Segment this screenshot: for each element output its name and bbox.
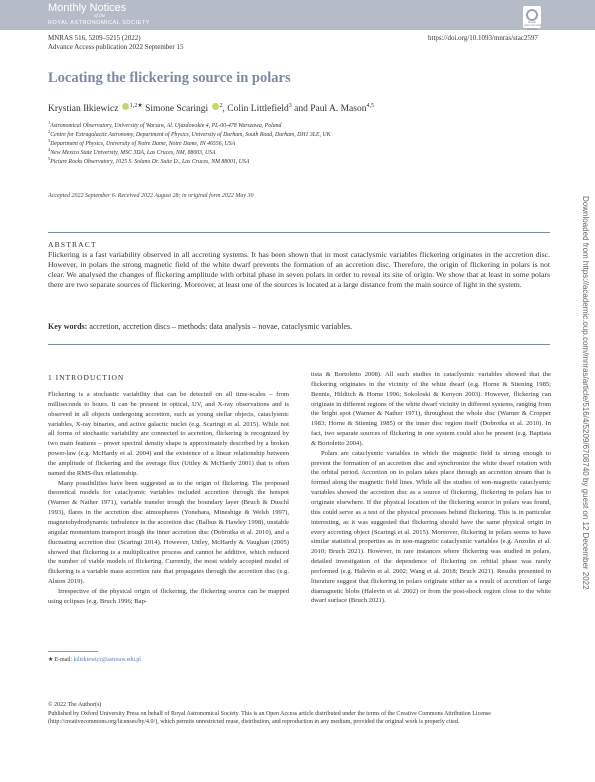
affiliation: $^3$Department of Physics, University of Notre Dame, Notre Dame, IN 46556, USA [48,138,236,147]
paragraph: Irrespective of the physical origin of flickering, the flickering source can be mapped using eclipses (e.g. Bruch 1996; Bap- [48,587,289,605]
right-column [311,370,551,606]
affiliation: $^1$Astronomical Observatory, University of Warsaw, Al. Ujazdowskie 4, PL-00-478 Warszawa, Poland [48,120,282,129]
doi-link[interactable]: https://doi.org/10.1093/mnras/stac2597 [428,34,538,42]
author-1-sup: 1,2★ [129,103,143,109]
author-3[interactable]: Colin Littlefield [227,104,289,115]
download-notice: Downloaded from https://academic.oup.com/mnras/article/516/4/5209/6708740 by guest on 12 December 2022 [581,196,590,590]
keywords-label: Key words: [48,322,88,331]
journal-title: Monthly Notices [48,2,127,14]
license-text: Published by Oxford University Press on behalf of Royal Astronomical Society. This is an Open Access article distributed under the terms of the Creative Commons Attribution License (http://creativecommons.org/licenses/by/4.0/), which permits unrestricted reuse, distribution, and reproduction in any medium, provided the original work is properly cited. [48,710,491,725]
author-3-sup: 3 [288,103,292,109]
email-link[interactable]: kiliekiewicz@astrouw.edu.pl [73,657,141,663]
keywords [48,322,550,331]
section-heading: 1 INTRODUCTION [48,373,125,382]
paragraph: Flickering is a stochastic variability that can be detected on all time-scales – from milliseconds to hours. It can be present in optical, UV, and X-ray observations and is observed in all objects undergoing accretion, such as young stellar objects, cataclysmic variables, X-ray binaries, and active galactic nuclei (e.g. Scaringi et al. 2015). While not all forms of stochastic variability are connected to accretion, flickering is recognized by two main features – power spectral density shape is approximately described by a broken power-law (e.g. McHardy et al. 2004) and the existence of a linear relationship between the amplitude of flickering and the average flux (Uttley & McHardy 2001) that is often named the RMS-flux relationship. [48,391,289,477]
abstract-rule-bottom [48,344,550,345]
abstract-text: Flickering is a fast variability observed in all accreting systems. It has been shown that in most cataclysmic variables flickering originates in the accretion disc. However, in polars the strong magnetic field of the white dwarf prevents the formation of an accretion disc. Therefore, the origin of flickering in polars is not clear. We analysed the changes of flickering amplitude with orbital phase in seven polars in order to reveal its site of origin. We show that at least in some polars there are two separate sources of flickering. Moreover, at least one of the sources is located at a large distance from the main source of light in the system. [48,250,550,289]
author-4[interactable]: and Paul A. Mason [294,104,367,115]
society-name: ROYAL ASTRONOMICAL SOCIETY [48,20,150,26]
society-badge-icon [523,6,542,31]
paper-title: Locating the flickering source in polars [48,70,291,86]
abstract-heading: ABSTRACT [48,240,97,249]
author-4-sup: 4,5 [366,103,374,109]
affiliation: $^4$New Mexico State University, MSC 3DA, Las Cruces, NM, 88003, USA [48,147,216,156]
author-list: Krystian Iłkiewicz $^{1,2★}$ Simone Scaringi $^2$, Colin Littlefield$^3$ and Paul A. Mason$^{4,5}$ [48,103,374,115]
affiliation: $^5$Picture Rocks Observatory, 1025 S. Solano Dr. Suite D., Las Cruces, NM 88001, USA [48,156,250,165]
paragraph: Polars are cataclysmic variables in which the magnetic field is strong enough to prevent the formation of an accretion disc and synchronize the white dwarf rotation with the orbital period. Accretion on to polars takes place through an accretion stream that is formed along the magnetic field lines. While all the studies of non-magnetic cataclysmic variables showed the accretion disc as a source of flickering, flickering in polars has to originate elsewhere. If the physical location of the flickering source in polars was found, this could serve as a test of the physical processes behind flickering. This is in particular interesting, as it was suggested that flickering should have the same physical origin in every accreting object (Scaringi et al. 2015). Moreover, flickering in polars seems to have similar statistical properties as in non-magnetic cataclysmic variables (e.g. Anzolin et al. 2010; Bruch 2021). However, in rare instances where flickering was studied in polars, detailed investigation of the dependence of flickering on orbital phase was rarely performed (e.g. Halevin et al. 2002; Wang et al. 2018; Bruch 2021). Results presented in literature suggest that flickering in polars originate either as a result of accretion of large diamagnetic blobs (Halevin et al. 2002) or from the post-shock region close to the white dwarf surface (Bruch 2021). [311,449,551,605]
keywords-text: accretion, accretion discs – methods: data analysis – novae, cataclysmic variables. [89,322,353,331]
journal-of: of the [94,14,106,19]
orcid-icon[interactable] [122,103,129,110]
author-1[interactable]: Krystian Iłkiewicz [48,104,119,115]
copyright-block [48,701,553,727]
paragraph: Many possibilities have been suggested as to the origin of flickering. The proposed theoretical models for cataclysmic variables included accretion through the hotspot (Warner & Nather 1971), variable transfer trough the boundary layer (Bruch & Duschl 1993), flares in the accretion disc atmospheres (Yonehara, Mineshige & Welsh 1997), magnetohydrodynamic turbulence in the accretion disc (Balbus & Hawley 1998), unstable angular momentum transport trough the inner accretion disc (Dobrotka et al. 2010), and a fluctuating accretion disc (Scaringi 2014). However, Uttley, McHardy & Vaughan (2005) showed that flickering is a multiplicative process and cannot be additive, which reduced the number of viable models of flickering. Currently, the most widely accepted model of flickering is a variable mass accretion rate that propagates through the accretion disc (e.g. Alston 2019). [48,479,289,586]
badge-text: Royal Astronomical Society [524,20,542,31]
abstract-rule-top [48,232,550,233]
left-column [48,390,289,607]
copyright-line: © 2022 The Author(s) [48,702,102,708]
corresponding-email: ★ E-mail: kiliekiewicz@astrouw.edu.pl [48,657,141,663]
paragraph: tista & Bortoletto 2008). All such studies in cataclysmic variables showed that the flickering originates in the vicinity of the white dwarf (e.g. Horne & Stiening 1985; Bennie, Hilditch & Horne 1996; Sokoloski & Kenyon 2003). However, flickering can originate in different regions of the white dwarf vicinity in different systems, ranging from the bright spot (Warner & Nather 1971), throughout the whole disc (Warner & Cropper 1983; Horne & Stiening 1985) or the inner disc region itself (Dobrotka et al. 2010). In fact, two separate sources of flickering in one system could also be present (e.g. Baptista & Bortoletto 2004). [311,371,551,447]
advance-access: Advance Access publication 2022 September 15 [48,43,184,51]
affiliation: $^2$Centre for Extragalactic Astronomy, Department of Physics, University of Durham, South Road, Durham, DH1 3LE, UK [48,129,331,138]
orcid-icon[interactable] [212,103,219,110]
author-2[interactable]: Simone Scaringi [145,104,209,115]
citation: MNRAS 516, 5209–5215 (2022) [48,34,141,42]
accepted-dates: Accepted 2022 September 6. Received 2022 August 28; in original form 2022 May 30 [48,193,254,199]
author-2-sup: 2 [219,103,223,109]
footnote-rule [48,651,98,652]
